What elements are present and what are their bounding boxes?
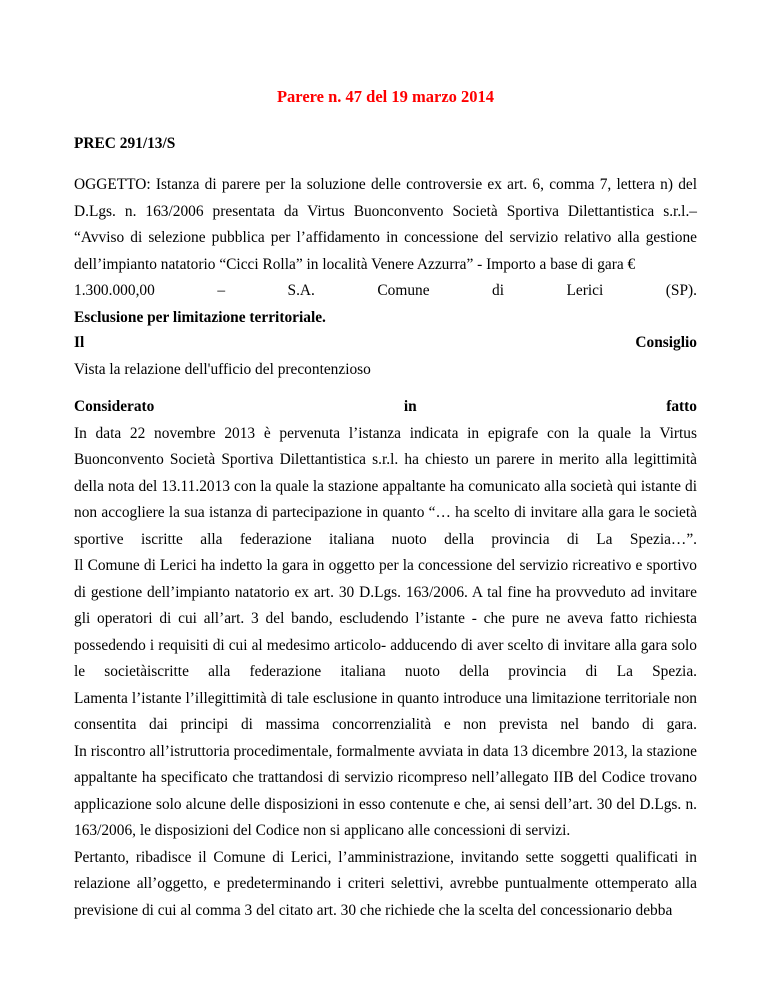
body-paragraph-1: In data 22 novembre 2013 è pervenuta l’istanza indicata in epigrafe con la quale la Virtus Buonconvento Società Sportiva Dilettantistica s.r.l. ha chiesto un parere in merito alla legittimità della nota del 13.11.2013 con la quale la stazione appaltante ha comunicato alla società qui istante di non accogliere la sua istanza di partecipazione in quanto “… ha scelto di invitare alla gara le società sportive iscritte alla federazione italiana nuoto della provincia di La Spezia…”.: [74, 424, 697, 548]
subject-sa: S.A.: [287, 282, 315, 299]
subject-comune: Comune: [377, 282, 430, 299]
subject-block: [74, 172, 697, 331]
subject-sp: (SP).: [665, 282, 697, 299]
considered-word-1: Considerato: [74, 398, 155, 415]
body-paragraph-2: Il Comune di Lerici ha indetto la gara in oggetto per la concessione del servizio ricreativo e sportivo di gestione dell’impianto natatorio ex art. 30 D.Lgs. 163/2006. A tal fine ha provveduto ad invitare gli operatori di cui all’art. 3 del bando, escludendo l’istante - che pure ne aveva fatto richiesta possedendo i requisiti di cui al medesimo articolo- adducendo di aver scelto di invitare alla gara solo le societàiscritte alla federazione italiana nuoto della provincia di La Spezia.: [74, 557, 697, 680]
body-paragraph-3: Lamenta l’istante l’illegittimità di tale esclusione in quanto introduce una limitazione territoriale non consentita dai principi di massima concorrenzialità e non prevista nel bando di gara.: [74, 689, 697, 733]
subject-lerici: Lerici: [566, 282, 604, 299]
exclusion-heading: Esclusione per limitazione territoriale.: [74, 308, 326, 326]
subject-dash: –: [217, 282, 226, 299]
subject-di: di: [492, 282, 505, 299]
document-title: Parere n. 47 del 19 marzo 2014: [276, 87, 495, 106]
body-block: [74, 394, 697, 924]
council-right: Consiglio: [635, 334, 697, 351]
council-heading: [74, 330, 697, 357]
subject-last-line: [74, 278, 697, 305]
council-block: [74, 330, 697, 383]
considered-word-3: fatto: [666, 398, 697, 415]
body-paragraph-4: In riscontro all’istruttoria procedimentale, formalmente avviata in data 13 dicembre 2013, la stazione appaltante ha specificato che trattandosi di servizio ricompreso nell’allegato IIB del Codice trovano applicazione solo alcune delle disposizioni in esso contenute e che, ai sensi dell’art. 30 del D.Lgs. n. 163/2006, le disposizioni del Codice non si applicano alle concessioni di servizi.: [74, 742, 697, 839]
subject-text: OGGETTO: Istanza di parere per la soluzione delle controversie ex art. 6, comma 7, lettera n) del D.Lgs. n. 163/2006 presentata da Virtus Buonconvento Società Sportiva Dilettantistica s.r.l.– “Avviso di selezione pubblica per l’affidamento in concessione del servizio relativo alla gestione dell’impianto natatorio “Cicci Rolla” in località Venere Azzurra” - Importo a base di gara €: [74, 176, 697, 273]
council-left: Il: [74, 334, 85, 351]
considered-heading: [74, 394, 697, 421]
body-paragraph-5: Pertanto, ribadisce il Comune di Lerici, l’amministrazione, invitando sette soggetti qualificati in relazione all’oggetto, e predeterminando i criteri selettivi, avrebbe puntualmente ottemperato alla previsione di cui al comma 3 del citato art. 30 che richiede che la scelta del concessionario debba: [74, 848, 697, 919]
council-vista: Vista la relazione dell'ufficio del precontenzioso: [74, 360, 371, 378]
subject-amount: 1.300.000,00: [74, 282, 155, 299]
protocol-number: PREC 291/13/S: [74, 135, 176, 152]
considered-word-2: in: [403, 398, 417, 415]
